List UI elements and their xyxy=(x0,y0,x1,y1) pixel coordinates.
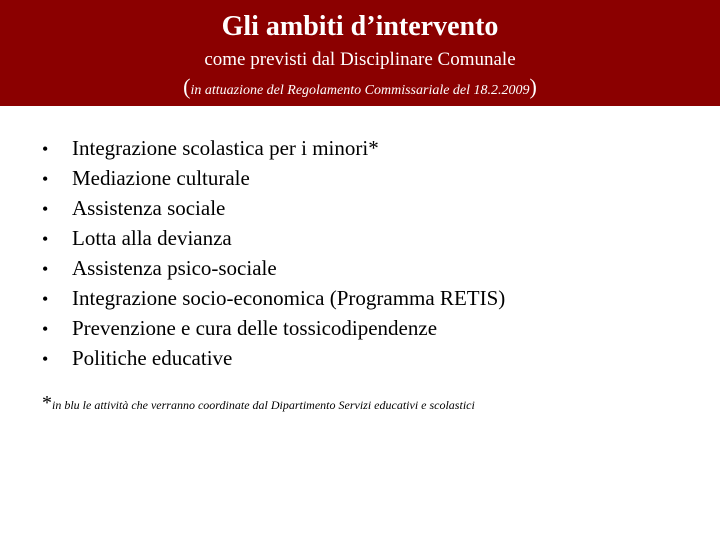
list-item xyxy=(42,163,505,193)
list-item-text: Assistenza psico-sociale xyxy=(72,256,277,280)
bullet-icon: • xyxy=(42,289,49,309)
note-close-paren: ) xyxy=(529,74,537,99)
title-banner xyxy=(0,0,720,106)
list-item xyxy=(42,253,505,283)
footnote xyxy=(42,392,475,415)
footnote-marker: * xyxy=(42,392,52,414)
list-item-text: Prevenzione e cura delle tossicodipendenze xyxy=(72,316,438,340)
slide-subtitle: come previsti dal Disciplinare Comunale xyxy=(204,49,516,70)
list-item xyxy=(42,193,505,223)
regulation-note xyxy=(0,74,720,104)
list-item-text: Integrazione socio-economica (Programma RETIS) xyxy=(72,286,506,310)
note-text: in attuazione del Regolamento Commissariale del 18.2.2009 xyxy=(190,83,530,98)
slide-title: Gli ambiti d’intervento xyxy=(221,11,499,42)
bullet-icon: • xyxy=(42,139,49,159)
list-item-text: Assistenza sociale xyxy=(72,196,226,220)
note-open-paren: ( xyxy=(183,74,191,99)
bullet-icon: • xyxy=(42,199,49,219)
list-item xyxy=(42,283,505,313)
list-item xyxy=(42,343,505,373)
list-item-text: Mediazione culturale xyxy=(72,166,250,190)
list-item xyxy=(42,133,505,163)
bullet-icon: • xyxy=(42,349,49,369)
bullet-icon: • xyxy=(42,319,49,339)
list-item-text: Integrazione scolastica per i minori* xyxy=(72,136,379,160)
list-item xyxy=(42,223,505,253)
list-item-text: Lotta alla devianza xyxy=(72,226,232,250)
footnote-text: in blu le attività che verranno coordinate dal Dipartimento Servizi educativi e scolastici xyxy=(52,398,475,412)
intervention-areas-list xyxy=(42,133,505,373)
list-item-text: Politiche educative xyxy=(72,346,233,370)
bullet-icon: • xyxy=(42,229,49,249)
list-item xyxy=(42,313,505,343)
bullet-icon: • xyxy=(42,259,49,279)
bullet-icon: • xyxy=(42,169,49,189)
